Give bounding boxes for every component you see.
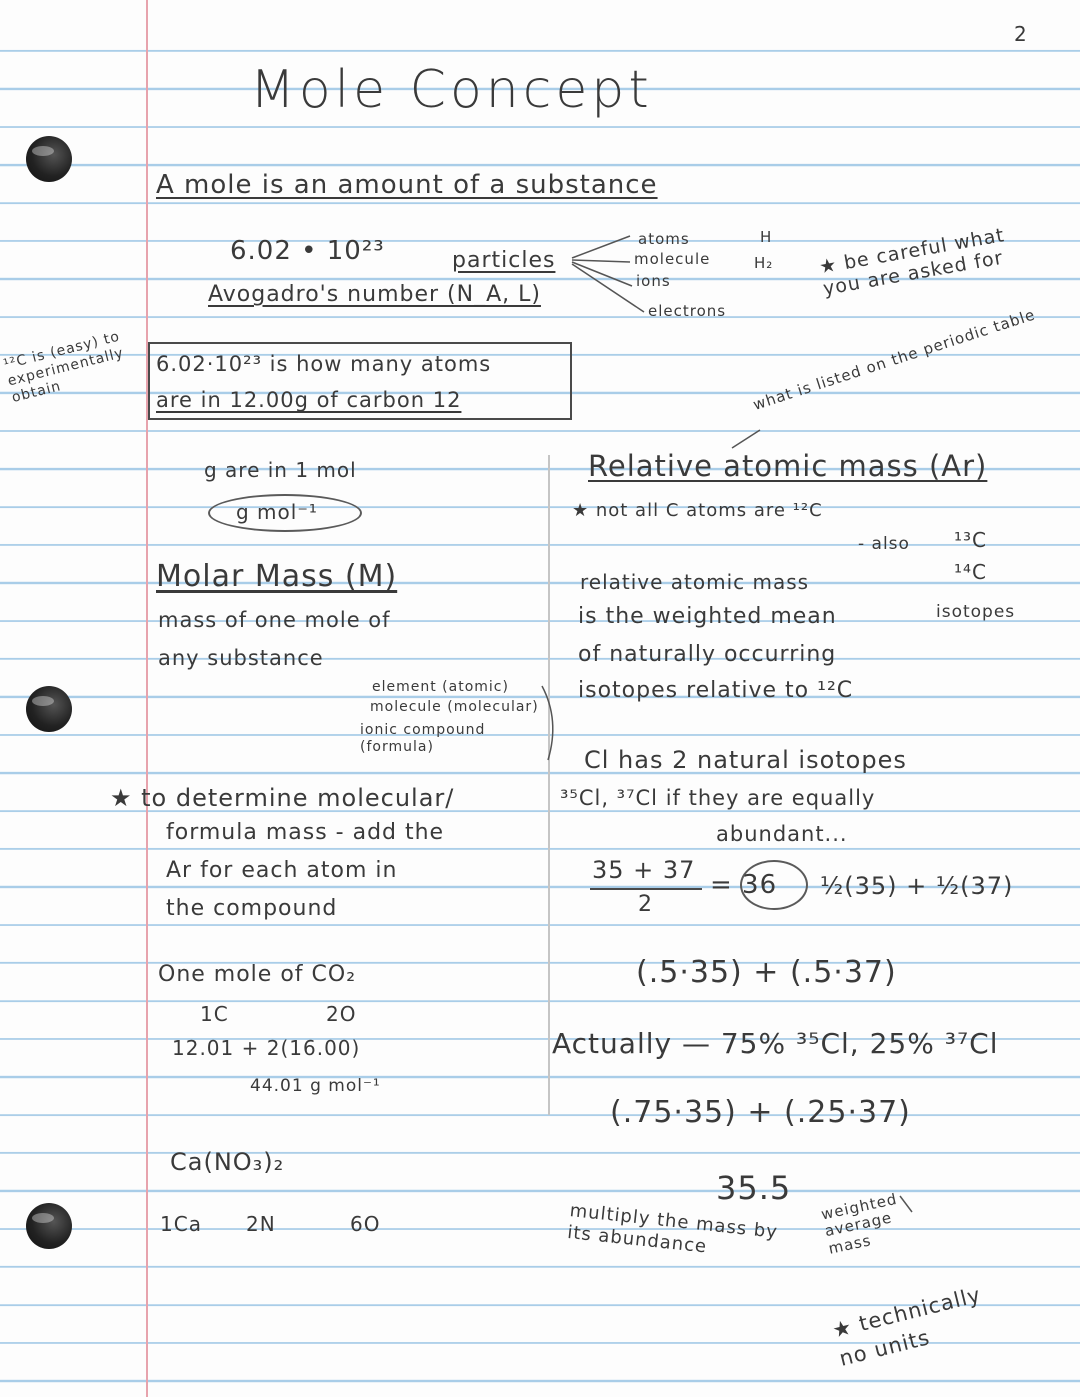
formula-mass-line4: the compound (166, 896, 338, 921)
page-number: 2 (1014, 22, 1027, 46)
particle-type: atoms (638, 230, 690, 248)
halves-expression: ½(35) + ½(37) (820, 872, 1014, 900)
arrow-line (572, 260, 630, 262)
particles-label: particles (452, 248, 556, 273)
ram-definition-line2: is the weighted mean (578, 604, 837, 629)
co2-result: 44.01 g mol⁻¹ (250, 1076, 381, 1096)
weighted-result: 35.5 (716, 1169, 792, 1207)
actual-abundance: Actually — 75% ³⁵Cl, 25% ³⁷Cl (552, 1027, 999, 1060)
isotopes-label: isotopes (936, 602, 1016, 622)
substance-kind: element (atomic) (372, 679, 509, 695)
carbon-box-line1: 6.02·10²³ is how many atoms (156, 352, 492, 376)
hydrogen-symbol: H (760, 228, 773, 246)
substance-kind: ionic compound (formula) (360, 722, 486, 755)
chlorine-line1: Cl has 2 natural isotopes (584, 746, 907, 774)
hydrogen-molecule-symbol: H₂ (754, 254, 774, 272)
decimal-expression: (.5·35) + (.5·37) (636, 955, 897, 990)
particle-type: molecule (634, 250, 711, 268)
fraction-numerator: 35 + 37 (592, 856, 696, 884)
arrow-line (572, 236, 630, 258)
page-title: Mole Concept (250, 60, 653, 120)
carbon-box-line2: are in 12.00g of carbon 12 (156, 388, 462, 412)
formula-mass-line2: formula mass - add the (166, 820, 445, 845)
periodic-note: what is listed on the periodic table (750, 305, 1038, 414)
ram-definition-line1: relative atomic mass (580, 570, 810, 594)
equals-mean: = 36 (710, 870, 778, 900)
chlorine-line2: ³⁵Cl, ³⁷Cl if they are equally (560, 786, 876, 810)
calcium-nitrate-atom: 1Ca (160, 1212, 202, 1236)
grams-unit: g mol⁻¹ (236, 500, 318, 524)
particle-type: ions (636, 272, 671, 290)
weighted-expression: (.75·35) + (.25·37) (610, 1095, 911, 1130)
technically-note: ★ technically no units (829, 1282, 984, 1372)
careful-note: ★ be careful what you are asked for (817, 224, 1007, 300)
arrow-line (732, 430, 760, 448)
grams-line: g are in 1 mol (204, 458, 357, 482)
ram-definition-line3: of naturally occurring (578, 642, 837, 667)
multiply-note: multiply the mass by its abundance (566, 1200, 779, 1258)
arrow-line (572, 262, 632, 286)
particle-type: electrons (648, 302, 727, 320)
isotope-symbol: ¹³C (954, 528, 987, 552)
relative-atomic-mass-heading: Relative atomic mass (Ar) (588, 449, 988, 483)
avogadro-name: Avogadro's number (N_A, L) (208, 282, 541, 307)
co2-atom: 1C (200, 1002, 229, 1026)
molar-mass-heading: Molar Mass (M) (156, 559, 398, 594)
molar-mass-line2: any substance (158, 646, 324, 670)
substance-kind: molecule (molecular) (370, 699, 539, 715)
co2-heading: One mole of CO₂ (158, 962, 357, 987)
molar-mass-line1: mass of one mole of (158, 608, 391, 632)
not-all-note: ★ not all C atoms are ¹²C (572, 500, 823, 521)
intro-text: A mole is an amount of a substance (156, 170, 658, 200)
fraction-denominator: 2 (638, 892, 653, 917)
calcium-nitrate-formula: Ca(NO₃)₂ (170, 1148, 285, 1176)
arrow-line (900, 1196, 912, 1212)
co2-atom: 2O (326, 1002, 357, 1026)
weighted-note: weighted average mass (819, 1189, 899, 1258)
chlorine-line3: abundant... (716, 822, 848, 846)
avogadro-value: 6.02 • 10²³ (230, 236, 385, 266)
co2-calc: 12.01 + 2(16.00) (172, 1036, 361, 1060)
calcium-nitrate-atom: 6O (350, 1212, 381, 1236)
formula-mass-line1: ★ to determine molecular/ (110, 784, 455, 812)
ram-definition-line4: isotopes relative to ¹²C (578, 678, 854, 703)
bracket-line (542, 686, 553, 760)
calcium-nitrate-atom: 2N (246, 1212, 276, 1236)
side-note: ¹²C is (easy) to experimentally obtain (1, 328, 126, 406)
isotope-symbol: ¹⁴C (954, 560, 987, 584)
arrow-line (572, 264, 644, 312)
also-label: - also (858, 534, 910, 554)
formula-mass-line3: Ar for each atom in (166, 858, 398, 883)
